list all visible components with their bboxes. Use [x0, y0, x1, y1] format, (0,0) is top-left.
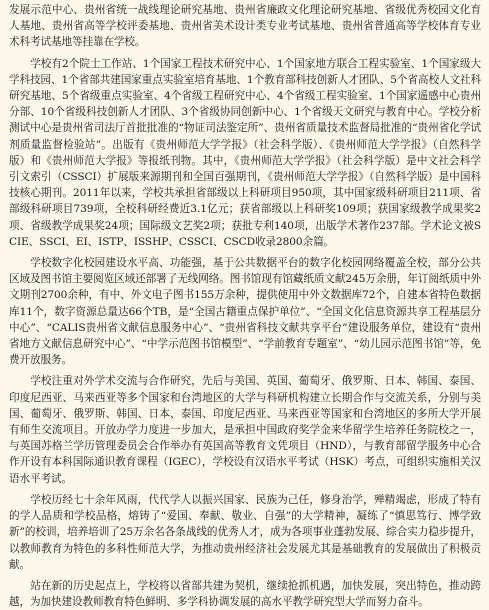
paragraph-international-exchange: 学校注重对外学术交流与合作研究，先后与美国、英国、葡萄牙、俄罗斯、日本、韩国、泰国、印度尼西亚、马来西亚等多个国家和台湾地区的大学与科研机构建立长期合作与交流关系，分别与美国、葡萄牙、俄罗斯、韩国、日本、泰国、印度尼西亚、马来西亚等国家和台湾地区的多所大学开展有师生交流项目。开放办学力度进一步加大，是承担中国政府奖学金来华留学生培养任务院校之一，与英国苏格兰学历管理委员会合作举办有英国高等教育文凭项目（HND），与教育部留学服务中心合作开设有本科国际通识教育课程（IGEC），学校设有汉语水平考试（HSK）考点，可组织实施相关汉语水平考试。: [9, 375, 481, 485]
paragraph-future-outlook: 站在新的历史起点上，学校将以省部共建为契机，继续抢抓机遇，加快发展，突出特色，推动跨越，为加快建设教师教育特色鲜明、多学科协调发展的高水平教学研究型大学而努力奋斗。: [9, 579, 481, 609]
paragraph-research-bases-continued: 发展示范中心、贵州省统一战线理论研究基地、贵州省廉政文化理论研究基地、省级优秀校园文化育人基地、贵州省高等学校评委基地、贵州省美术设计类专业考试基地、贵州省普通高等学校体育专业术科考试基地等挂靠在学校。: [9, 4, 481, 49]
paragraph-digital-campus-library: 学校数字化校园建设水平高、功能强，基于公共数据平台的数字化校园网络覆盖全校，部分公共区域及图书馆主要阅览区域还部署了无线网络。图书馆现有馆藏纸质文献245万余册，年订阅纸质中外文期刊2700余种，有中、外文电子图书155万余种，提供使用中外文数据库72个，自建本省特色数据库11个，数字资源总量达66个TB，是“全国古籍重点保护单位”、“全国文化信息资源共享工程基层分中心”、“CALIS贵州省文献信息服务中心”、“贵州省科技文献共享平台”建设服务单位，建设有“贵州省地方文献信息研究中心”、“中学示范图书馆模型”、“学前教育专题室”、“幼儿园示范图书馆”等，免费开放服务。: [9, 257, 481, 367]
paragraph-research-platforms: 学校有2个院士工作站、1个国家工程技术研究中心、1个国家地方联合工程实验室、1个国家级大学科技园、1个省部共建国家重点实验室培育基地、1个教育部科技创新人才团队、5个省高校人文社科研究基地、5个省级重点实验室、4个省级工程研究中心、4个省级工程实验室、1个国家遥感中心贵州分部、10个省级科技创新人才团队、3个省级协同创新中心、1个省级天文研究与教育中心。学校分析测试中心是贵州省司法厅首批批准的“物证司法鉴定所”、贵州省质量技术监督局批准的“贵州省化学试剂质量监督检验站”。出版有《贵州师范大学学报》（社会科学版）、《贵州师范大学学报》（自然科学版）和《贵州师范大学报》等报纸刊物。其中，《贵州师范大学学报》（社会科学版）是中文社会科学引文索引（CSSCI）扩展版来源期刊和全国百强期刊，《贵州师范大学学报》（自然科学版）是中国科技核心期刊。2011年以来，学校共承担省部级以上科研项目950项，其中国家级科研项目211项、省部级科研项目739项，全校科研经费近3.1亿元；获省部级以上科研奖109项；获国家级教学成果奖2项、省级教学成果奖24项；国际级文艺奖2项；获批专利140项，出版学术著作237部。学术论文被SCIE、SSCI、EI、ISTP、ISSHP、CSSCI、CSCD收录2800余篇。: [9, 57, 481, 248]
paragraph-history-spirit: 学校历经七十余年风雨，代代学人以振兴国家、民族为己任，修身治学，殚精竭虑，形成了特有的学人品质和学校品格，熔铸了“爱国、奉献、敬业、自强”的大学精神，凝练了“慎思笃行、博学致新”的校训，培养培训了25万余名各条战线的优秀人才，成为各项事业蓬勃发展、综合实力稳步提升，以教师教育为特色的多科性师范大学，为推动贵州经济社会发展尤其是基础教育的发展做出了积极贡献。: [9, 493, 481, 571]
